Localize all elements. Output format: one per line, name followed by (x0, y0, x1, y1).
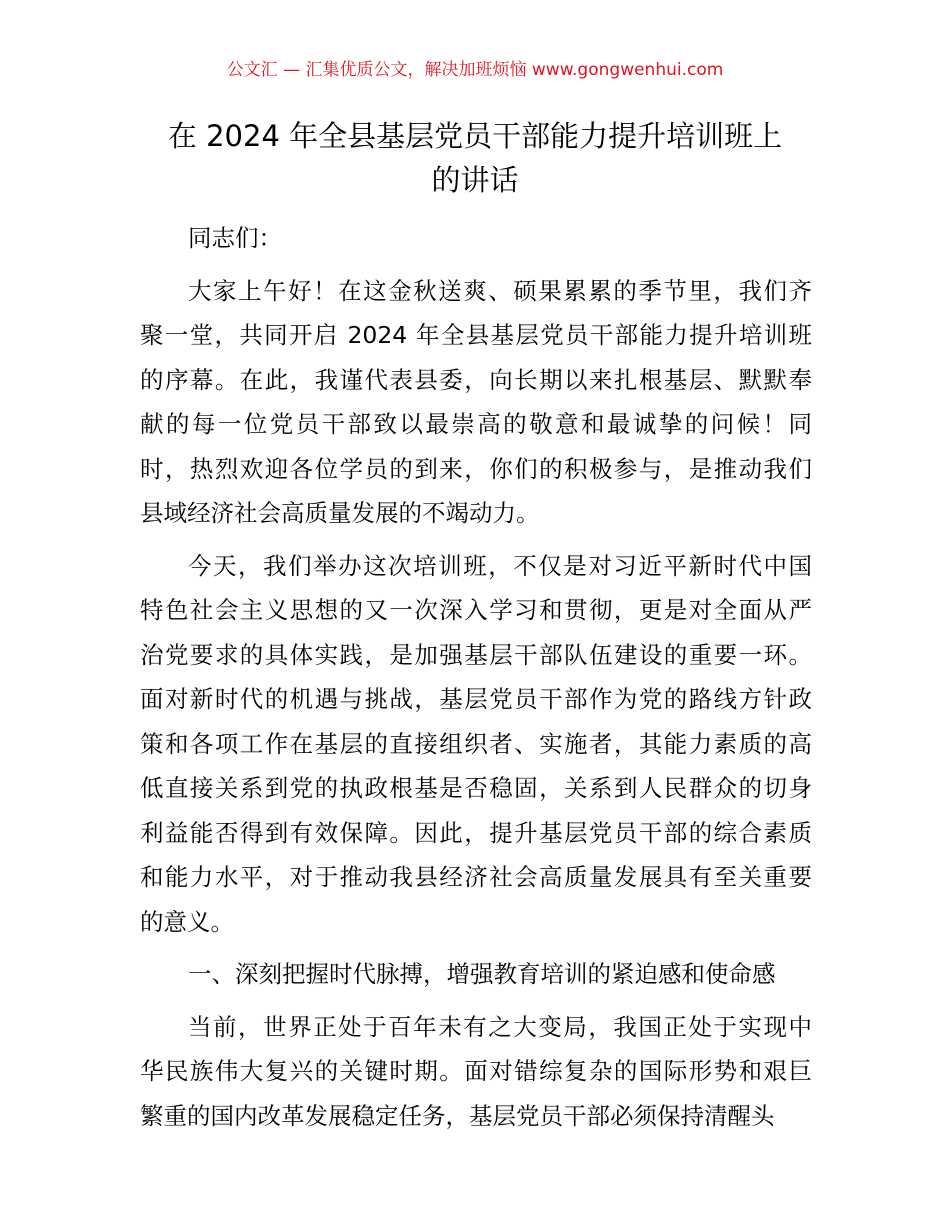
paragraph (140, 1005, 812, 1139)
paragraph-line: 低直接关系到党的执政根基是否稳固，关系到人民群众的切身 (140, 774, 812, 802)
title-line: 在 2024 年全县基层党员干部能力提升培训班上 (167, 119, 783, 153)
paragraph-line: 的意义。 (140, 907, 234, 936)
document-title (140, 114, 810, 202)
title-line: 的讲话 (431, 163, 519, 197)
paragraph-line: 华民族伟大复兴的关键时期。面对错综复杂的国际形势和艰巨 (140, 1057, 812, 1085)
paragraph-line: 同志们： (188, 224, 282, 252)
paragraph (140, 269, 812, 536)
paragraph-line: 县域经济社会高质量发展的不竭动力。 (140, 499, 540, 527)
paragraph-line: 和能力水平，对于推动我县经济社会高质量发展具有至关重要 (140, 863, 812, 891)
paragraph-line: 的序幕。在此，我谨代表县委，向长期以来扎根基层、默默奉 (140, 365, 812, 394)
paragraph-line: 利益能否得到有效保障。因此，提升基层党员干部的综合素质 (140, 818, 812, 847)
paragraph-line: 献的每一位党员干部致以最崇高的敬意和最诚挚的问候！同 (140, 410, 812, 438)
paragraph-line: 大家上午好！在这金秋送爽、硕果累累的季节里，我们齐 (188, 276, 812, 305)
paragraph-line: 聚一堂，共同开启 2024 年全县基层党员干部能力提升培训班 (140, 321, 812, 349)
paragraph (140, 544, 812, 945)
paragraph-line: 治党要求的具体实践，是加强基层干部队伍建设的重要一环。 (140, 640, 812, 669)
document-body (140, 216, 812, 1146)
watermark-header: 公文汇 — 汇集优质公文，解决加班烦恼 www.gongwenhui.com (226, 60, 724, 80)
paragraph-line: 繁重的国内改革发展稳定任务，基层党员干部必须保持清醒头 (140, 1101, 775, 1130)
paragraph-line: 面对新时代的机遇与挑战，基层党员干部作为党的路线方针政 (140, 685, 812, 713)
paragraph-line: 一、深刻把握时代脉搏，增强教育培训的紧迫感和使命感 (188, 960, 776, 988)
paragraph (140, 216, 812, 261)
paragraph-line: 时，热烈欢迎各位学员的到来，你们的积极参与，是推动我们 (140, 454, 812, 483)
paragraph-line: 当前，世界正处于百年未有之大变局，我国正处于实现中 (188, 1012, 812, 1041)
paragraph-line: 特色社会主义思想的又一次深入学习和贯彻，更是对全面从严 (140, 596, 812, 624)
paragraph (140, 952, 812, 997)
paragraph-line: 策和各项工作在基层的直接组织者、实施者，其能力素质的高 (140, 729, 812, 758)
paragraph-line: 今天，我们举办这次培训班，不仅是对习近平新时代中国 (188, 551, 812, 580)
